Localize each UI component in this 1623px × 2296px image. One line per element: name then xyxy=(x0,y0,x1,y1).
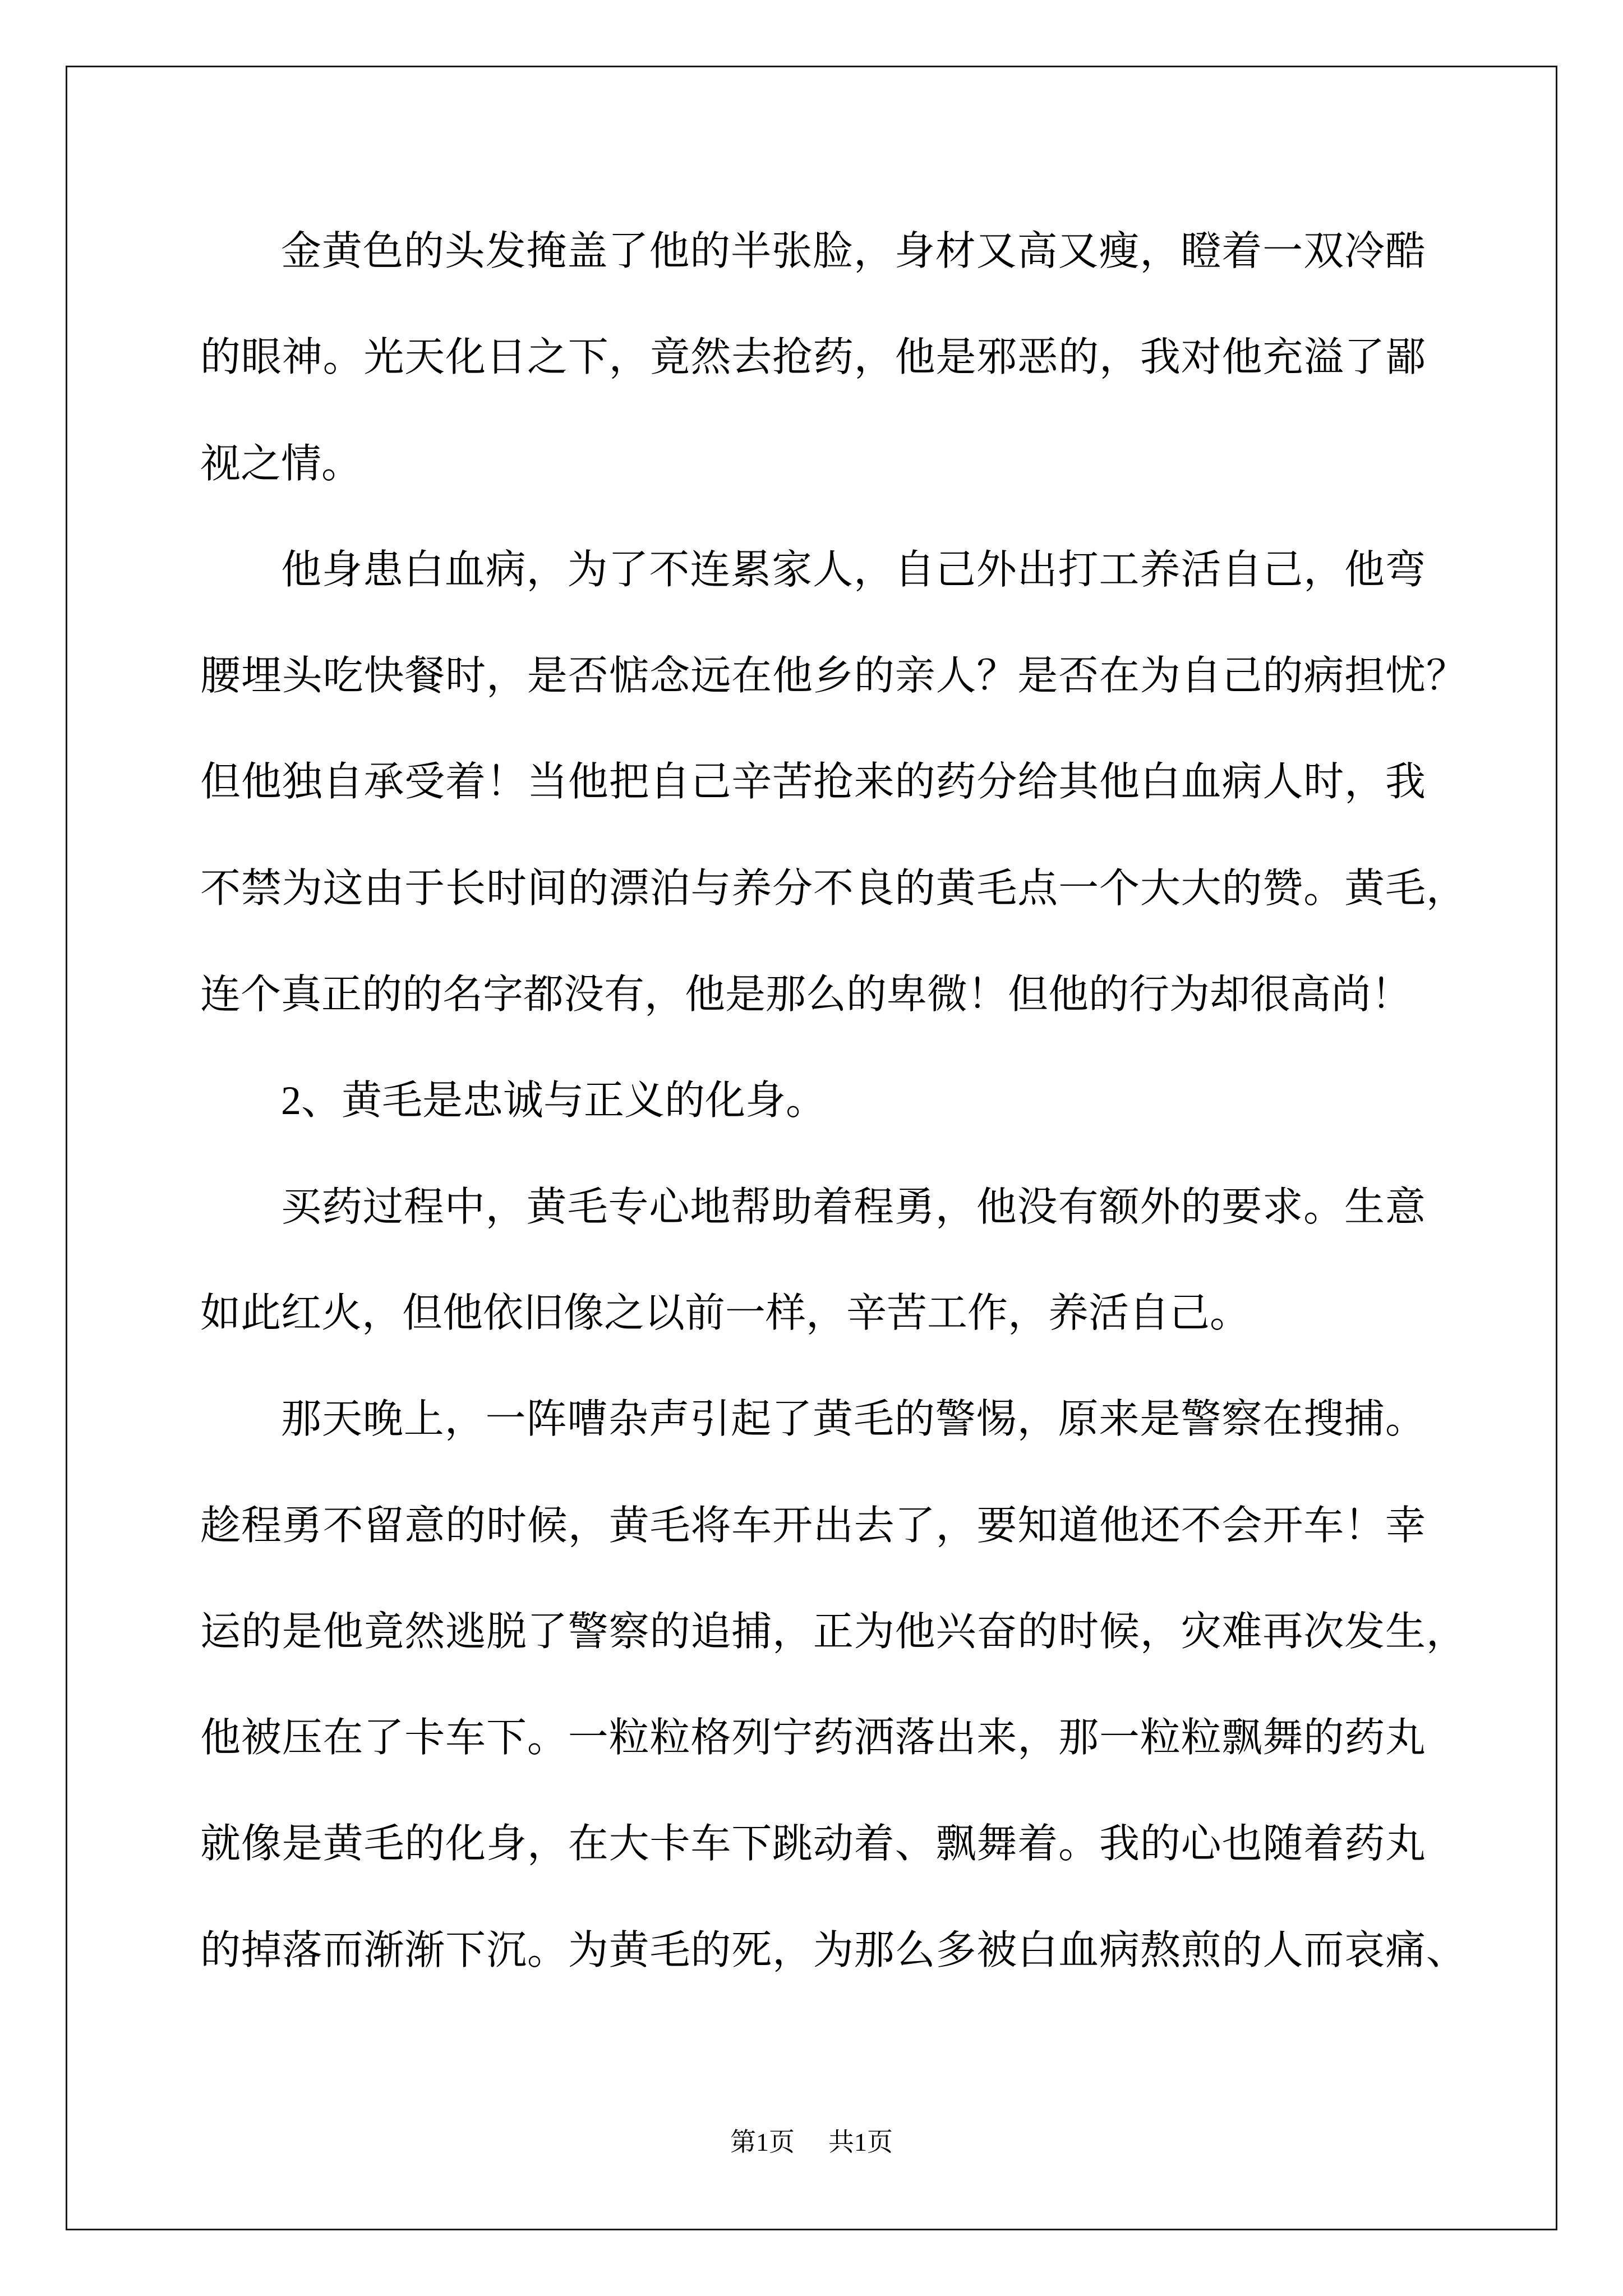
page-footer xyxy=(0,2125,1623,2159)
text-line xyxy=(200,623,1467,729)
text-line xyxy=(200,517,1426,623)
text-line-content: 的眼神。光天化日之下，竟然去抢药，他是邪恶的，我对他充溢了鄙 xyxy=(200,335,1426,380)
text-line xyxy=(200,1791,1426,1897)
text-line-content: 那天晚上，一阵嘈杂声引起了黄毛的警惕，原来是警察在搜捕。 xyxy=(281,1397,1426,1442)
text-line-content: 不禁为这由于长时间的漂泊与养分不良的黄毛点一个大大的赞。黄毛， xyxy=(200,866,1467,911)
text-line xyxy=(200,1260,1426,1366)
text-line-content: 趁程勇不留意的时候，黄毛将车开出去了，要知道他还不会开车！幸 xyxy=(200,1503,1426,1548)
text-line xyxy=(200,1048,1426,1154)
text-line xyxy=(200,729,1426,835)
text-line-content: 他身患白血病，为了不连累家人，自己外出打工养活自己，他弯 xyxy=(281,547,1426,592)
paragraph xyxy=(200,199,1426,517)
text-line-content: 运的是他竟然逃脱了警察的追捕，正为他兴奋的时候，灾难再次发生， xyxy=(200,1609,1467,1654)
text-line-content: 如此红火，但他依旧像之以前一样，辛苦工作，养活自己。 xyxy=(200,1290,1251,1336)
text-line-content: 的掉落而渐渐下沉。为黄毛的死，为那么多被白血病熬煎的人而哀痛、 xyxy=(200,1927,1467,1973)
text-line xyxy=(200,1154,1426,1260)
text-line xyxy=(200,1579,1467,1685)
paragraph-heading xyxy=(200,1048,1426,1154)
footer-page-total: 共1页 xyxy=(828,2128,893,2156)
text-line-content: 视之情。 xyxy=(200,441,362,486)
text-line xyxy=(200,942,1426,1048)
text-line-content: 腰埋头吃快餐时，是否惦念远在他乡的亲人？是否在为自己的病担忧？ xyxy=(200,654,1467,699)
text-line-content: 金黄色的头发掩盖了他的半张脸，身材又高又瘦，瞪着一双冷酷 xyxy=(281,229,1426,274)
text-line-content: 买药过程中，黄毛专心地帮助着程勇，他没有额外的要求。生意 xyxy=(281,1184,1426,1230)
text-line xyxy=(200,199,1426,305)
text-line xyxy=(200,836,1467,942)
paragraph xyxy=(200,1154,1426,1367)
text-line-content: 就像是黄毛的化身，在大卡车下跳动着、飘舞着。我的心也随着药丸 xyxy=(200,1821,1426,1867)
text-line xyxy=(200,1685,1426,1791)
text-line xyxy=(200,411,1426,517)
text-line xyxy=(200,1473,1426,1579)
body-text xyxy=(200,199,1467,2004)
text-line xyxy=(200,1898,1467,2004)
text-line-content: 他被压在了卡车下。一粒粒格列宁药洒落出来，那一粒粒飘舞的药丸 xyxy=(200,1715,1426,1761)
text-line-content: 但他独自承受着！当他把自己辛苦抢来的药分给其他白血病人时，我 xyxy=(200,760,1426,805)
text-line xyxy=(200,1366,1426,1473)
text-line-content: 连个真正的的名字都没有，他是那么的卑微！但他的行为却很高尚！ xyxy=(200,972,1412,1018)
text-line xyxy=(200,305,1426,411)
footer-page-number: 第1页 xyxy=(730,2128,795,2156)
paragraph xyxy=(200,517,1467,1048)
paragraph xyxy=(200,1366,1467,2004)
text-line-content: 2、黄毛是忠诚与正义的化身。 xyxy=(281,1078,827,1124)
